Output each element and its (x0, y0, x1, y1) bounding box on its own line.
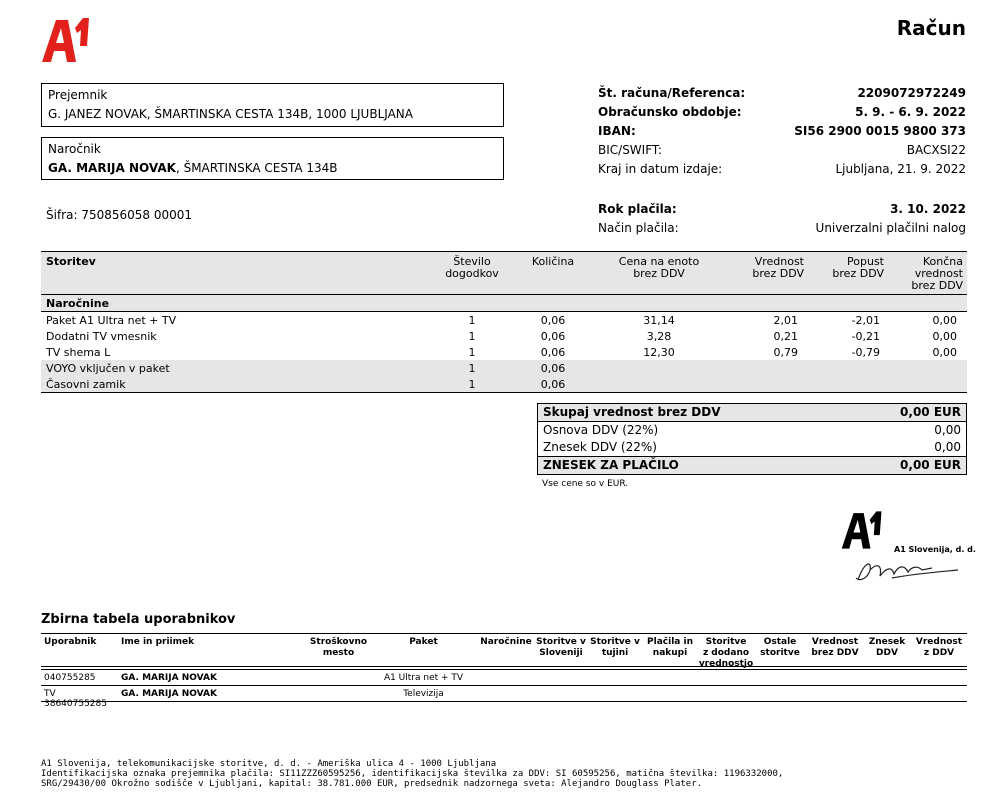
info-value: SI56 2900 0015 9800 373 (794, 124, 966, 138)
total-value: 0,00 EUR (900, 405, 961, 419)
user-row (41, 669, 967, 686)
info-value: BACXSI22 (906, 143, 966, 157)
users-header (41, 633, 967, 667)
service-cell-final: 0,00 (932, 330, 957, 343)
footer-line: A1 Slovenija, telekomunikacijske storitve, d. d. - Ameriška ulica 4 - 1000 Ljubljana (41, 759, 497, 769)
col-quantity: Količina (531, 255, 575, 268)
col-value: Vrednost brez DDV (752, 255, 804, 280)
info-value: Ljubljana, 21. 9. 2022 (835, 162, 966, 176)
users-title: Zbirna tabela uporabnikov (41, 612, 236, 627)
users-rows (41, 669, 967, 709)
col-vat: Znesek DDV (868, 637, 906, 658)
users-table (41, 633, 967, 709)
vat-base-label: Osnova DDV (22%) (543, 423, 659, 437)
pay-value: 0,00 EUR (900, 458, 961, 472)
user-cell-user: 040755285 (44, 673, 96, 683)
service-cell-value: 0,21 (773, 330, 798, 343)
handwritten-signature (852, 556, 962, 589)
user-cell-name: GA. MARIJA NOVAK (121, 673, 217, 683)
pay-row (538, 456, 966, 474)
services-end-rule (41, 392, 967, 393)
col-user: Uporabnik (44, 637, 97, 647)
col-other: Ostale storitve (760, 637, 800, 658)
service-row (41, 344, 967, 360)
service-cell-qty: 0,06 (540, 378, 566, 391)
pay-label: ZNESEK ZA PLAČILO (543, 458, 679, 472)
services-table (41, 251, 967, 393)
subscriber-name: GA. MARIJA NOVAK (48, 161, 176, 175)
service-row (41, 360, 967, 376)
info-row-issue (598, 162, 966, 181)
total-label: Skupaj vrednost brez DDV (543, 405, 721, 419)
a1-logo (40, 14, 92, 69)
subscriber-value (48, 161, 497, 175)
service-cell-price: 12,30 (643, 346, 675, 359)
col-gross: Vrednost z DDV (915, 637, 963, 658)
service-cell-events: 1 (468, 314, 476, 327)
service-cell-final: 0,00 (932, 314, 957, 327)
service-cell-price: 31,14 (643, 314, 675, 327)
signature-logo (838, 508, 886, 555)
service-cell-discount: -0,79 (851, 346, 880, 359)
info-row-due (598, 202, 966, 221)
service-cell-name: VOYO vključen v paket (46, 362, 170, 375)
service-cell-name: Časovni zamik (46, 378, 126, 391)
info-row-bic (598, 143, 966, 162)
info-row-period (598, 105, 966, 124)
recipient-label: Prejemnik (48, 88, 108, 102)
col-events: Število dogodkov (445, 255, 499, 280)
footer-line: SRG/29430/00 Okrožno sodišče v Ljubljani, kapital: 38.781.000 EUR, predsednik nadzornega sveta: Alejandro Douglass Plater. (41, 779, 703, 789)
info-label: Št. računa/Referenca: (598, 86, 746, 100)
service-cell-value: 0,79 (773, 346, 798, 359)
col-payments: Plačila in nakupi (647, 637, 693, 658)
col-service: Storitev (46, 255, 96, 268)
service-cell-events: 1 (468, 378, 476, 391)
info-row-method (598, 221, 966, 240)
user-cell-name: GA. MARIJA NOVAK (121, 689, 217, 699)
service-cell-name: TV shema L (46, 346, 111, 359)
totals-box (537, 403, 967, 475)
service-row (41, 328, 967, 344)
user-row (41, 686, 967, 709)
vat-base-value: 0,00 (934, 423, 961, 437)
service-cell-events: 1 (468, 362, 476, 375)
info-value: Univerzalni plačilni nalog (815, 221, 966, 235)
invoice-info (598, 86, 966, 181)
service-cell-discount: -0,21 (851, 330, 880, 343)
services-header (41, 251, 967, 295)
subscriber-label: Naročnik (48, 142, 101, 156)
col-svc-si: Storitve v Sloveniji (536, 637, 586, 658)
service-cell-price: 3,28 (646, 330, 672, 343)
info-label: Kraj in datum izdaje: (598, 162, 723, 176)
currency-note: Vse cene so v EUR. (542, 479, 629, 489)
payment-info (598, 202, 966, 240)
col-unit-price: Cena na enoto brez DDV (618, 255, 700, 280)
col-discount: Popust brez DDV (832, 255, 884, 280)
subscriber-box (41, 137, 504, 180)
col-vat-services: Storitve z dodano vrednostjo (698, 637, 754, 669)
vat-amount-row (538, 439, 966, 456)
info-label: IBAN: (598, 124, 636, 138)
vat-amount-value: 0,00 (934, 440, 961, 454)
info-row-iban (598, 124, 966, 143)
service-cell-qty: 0,06 (540, 362, 566, 375)
services-group (41, 295, 967, 312)
service-cell-discount: -2,01 (851, 314, 880, 327)
services-rows (41, 312, 967, 392)
total-row (538, 404, 966, 421)
service-cell-qty: 0,06 (540, 314, 566, 327)
col-net-value: Vrednost brez DDV (811, 637, 859, 658)
col-svc-abroad: Storitve v tujini (590, 637, 640, 658)
info-label: Način plačila: (598, 221, 679, 235)
col-name: Ime in priimek (121, 637, 195, 647)
service-cell-events: 1 (468, 346, 476, 359)
user-cell-user: TV 38640755285 (44, 689, 107, 709)
document-title: Račun (896, 16, 966, 40)
vat-base-row (538, 421, 966, 439)
service-cell-events: 1 (468, 330, 476, 343)
recipient-value: G. JANEZ NOVAK, ŠMARTINSKA CESTA 134B, 1000 LJUBLJANA (48, 107, 413, 121)
user-cell-package: A1 Ultra net + TV (383, 673, 464, 683)
signature-company: A1 Slovenija, d. d. (894, 545, 976, 554)
service-row (41, 312, 967, 328)
recipient-box (41, 83, 504, 127)
footer (41, 759, 783, 789)
info-label: BIC/SWIFT: (598, 143, 662, 157)
customer-code: Šifra: 750856058 00001 (46, 208, 193, 222)
info-value: 2209072972249 (857, 86, 966, 100)
col-subs: Naročnine (480, 637, 532, 647)
vat-amount-label: Znesek DDV (22%) (543, 440, 657, 454)
info-label: Rok plačila: (598, 202, 677, 216)
col-cost: Stroškovno mesto (309, 637, 368, 658)
info-value: 5. 9. - 6. 9. 2022 (855, 105, 966, 119)
service-cell-name: Dodatni TV vmesnik (46, 330, 157, 343)
service-row (41, 376, 967, 392)
subscriber-address: , ŠMARTINSKA CESTA 134B (175, 161, 338, 175)
service-cell-name: Paket A1 Ultra net + TV (46, 314, 177, 327)
footer-line: Identifikacijska oznaka prejemnika plačila: SI11ZZZ60595256, identifikacijska številka za DDV: SI 60595256, matična številka: 1196332000, (41, 769, 784, 779)
service-cell-final: 0,00 (932, 346, 957, 359)
group-label: Naročnine (46, 297, 110, 310)
user-cell-package: Televizija (403, 689, 444, 699)
info-row-reference (598, 86, 966, 105)
info-label: Obračunsko obdobje: (598, 105, 742, 119)
service-cell-value: 2,01 (773, 314, 798, 327)
service-cell-qty: 0,06 (540, 346, 566, 359)
col-package: Paket (409, 637, 438, 647)
info-value: 3. 10. 2022 (890, 202, 966, 216)
service-cell-qty: 0,06 (540, 330, 566, 343)
col-final: Končna vrednost brez DDV (911, 255, 963, 292)
